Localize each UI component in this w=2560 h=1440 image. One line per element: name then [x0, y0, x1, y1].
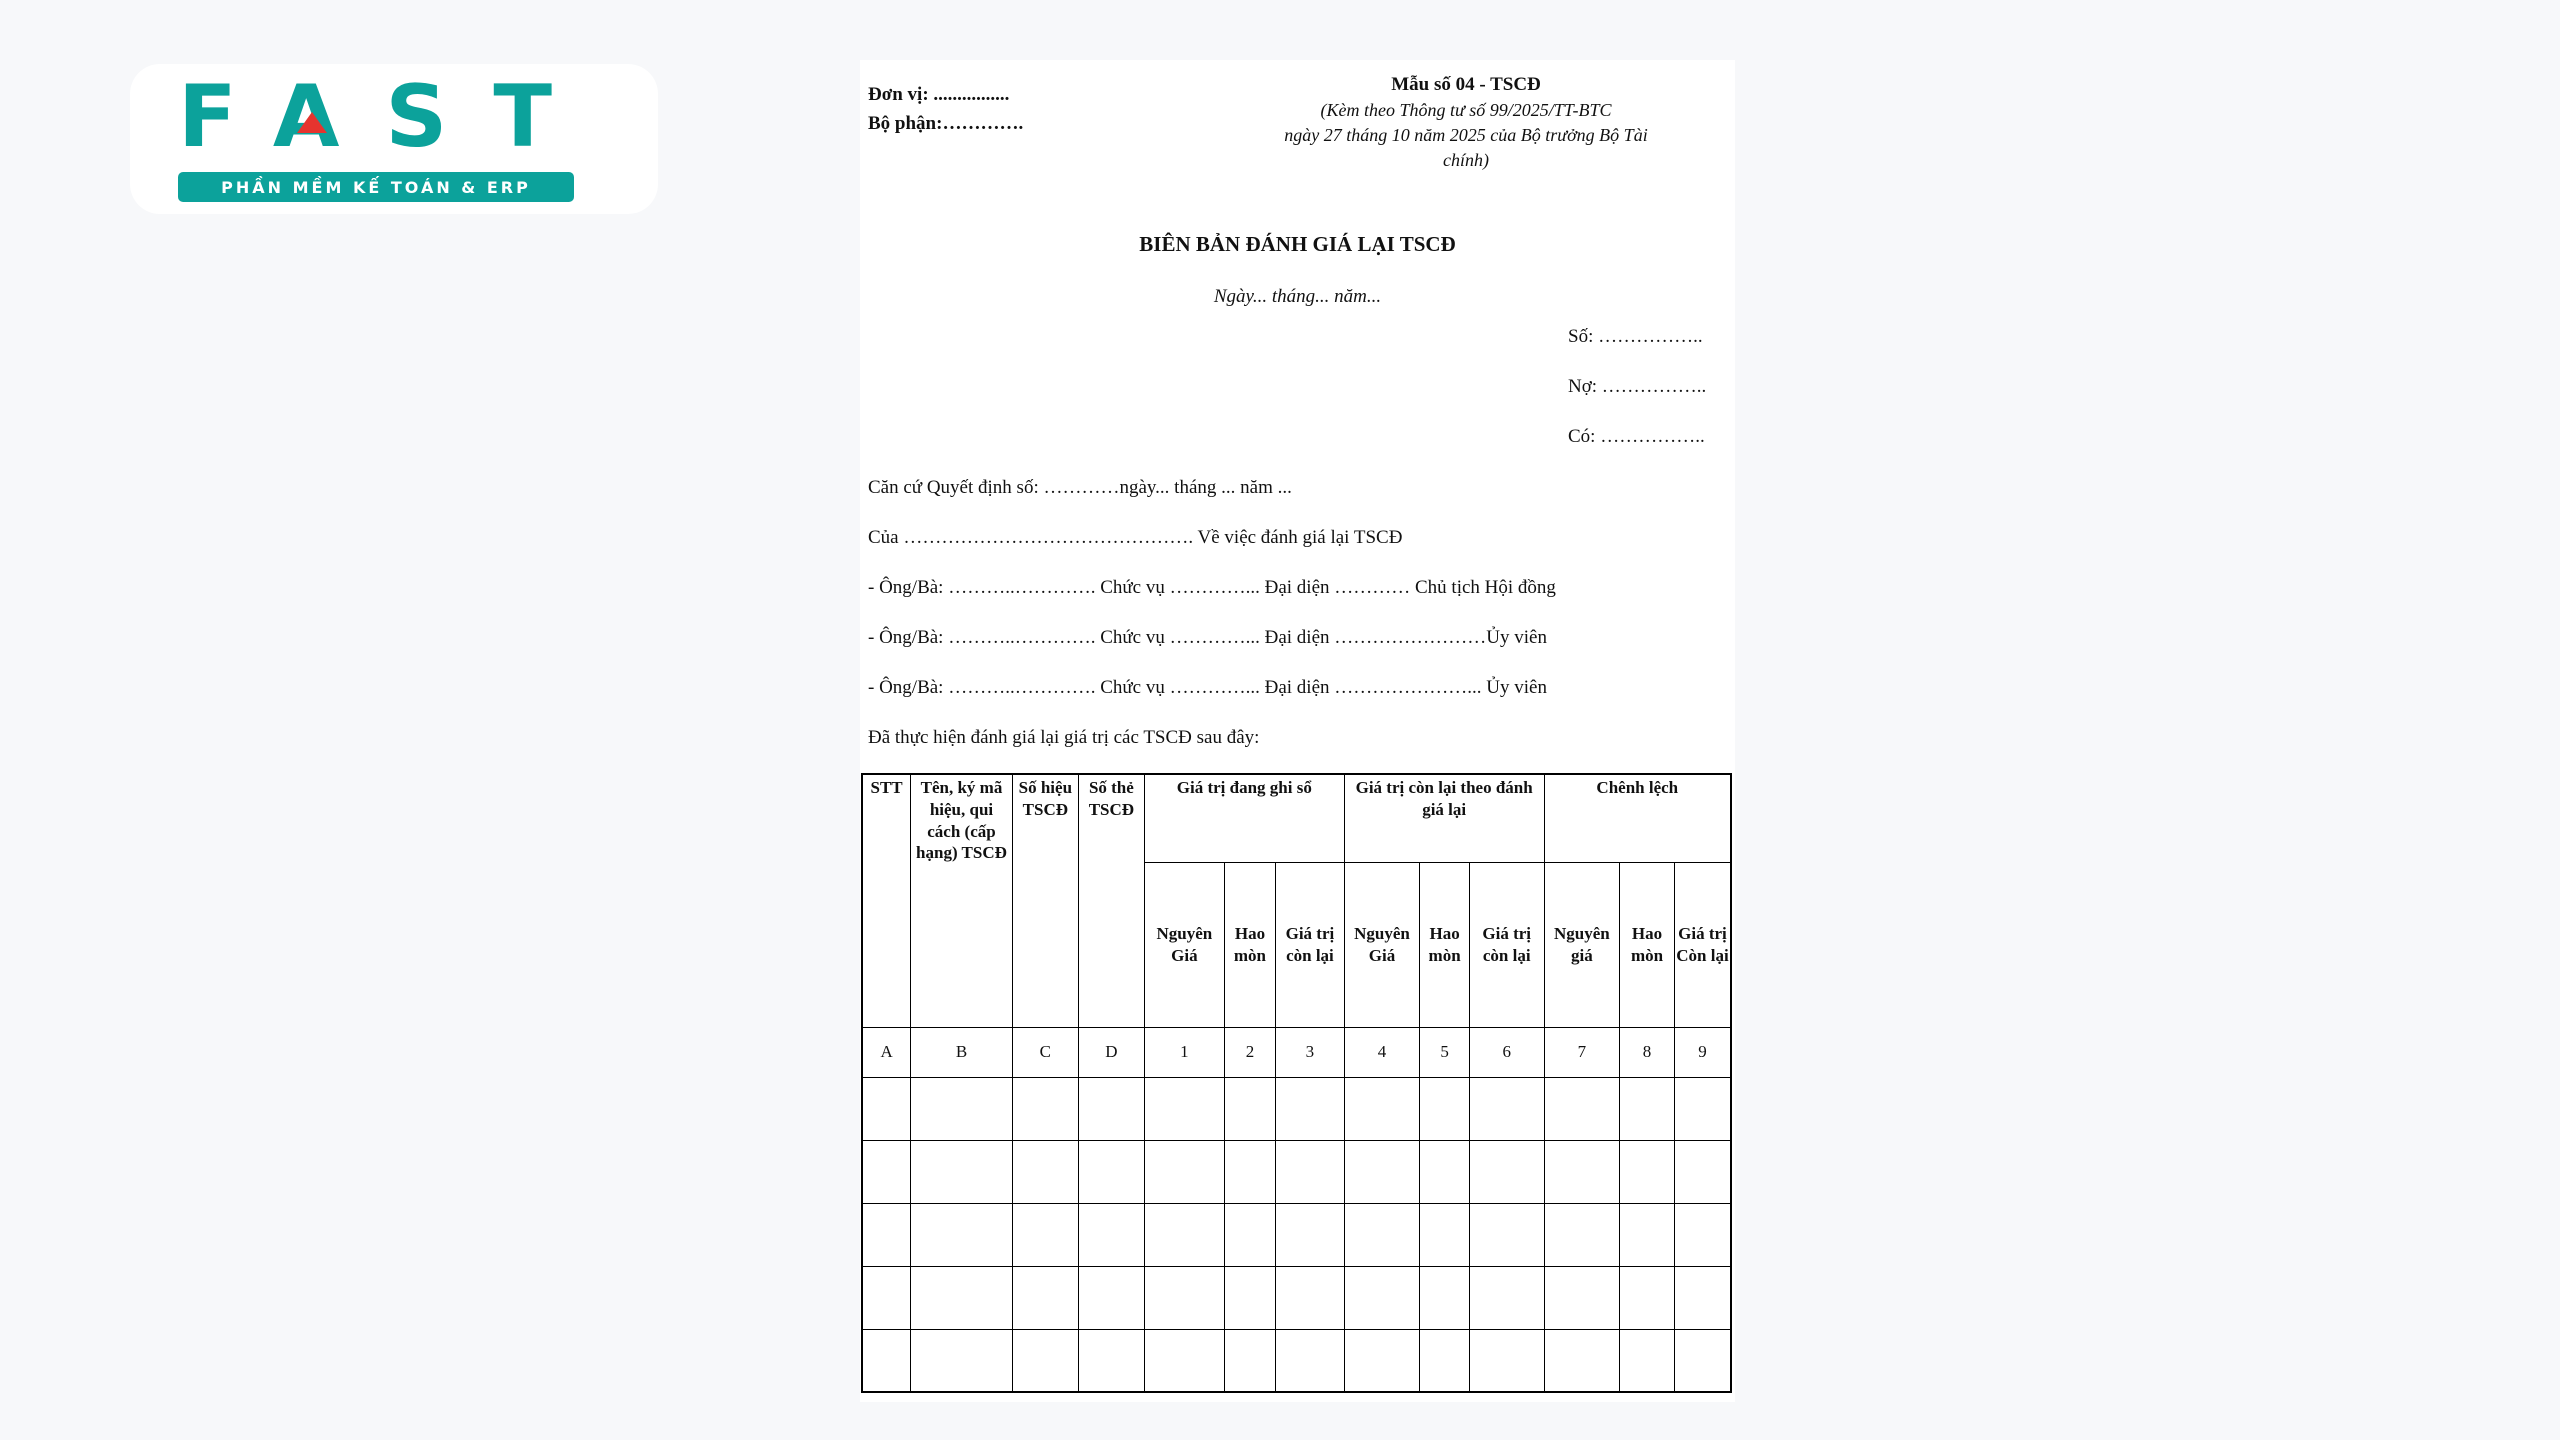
empty-data-cell [1224, 1266, 1275, 1329]
empty-data-cell [1469, 1203, 1544, 1266]
empty-data-cell [1620, 1077, 1675, 1140]
col-header-asset-name: Tên, ký mã hiệu, qui cách (cấp hạng) TSCĐ [911, 774, 1013, 1027]
document-title: BIÊN BẢN ĐÁNH GIÁ LẠI TSCĐ [1139, 232, 1456, 256]
code-cell-8: 8 [1620, 1027, 1675, 1077]
empty-data-cell [1620, 1203, 1675, 1266]
fast-logo-wordmark: FAST [178, 67, 599, 167]
ledger-no-line: Nợ: …………….. [1568, 376, 1707, 397]
col-header-card-number: Số thẻ TSCĐ [1078, 774, 1144, 1027]
empty-data-cell [1469, 1140, 1544, 1203]
empty-data-cell [1344, 1203, 1420, 1266]
empty-data-row [862, 1077, 1731, 1140]
empty-data-cell [1420, 1329, 1470, 1392]
sub-header-nguyen-gia-2: Nguyên Giá [1344, 862, 1420, 1027]
asset-revaluation-table [861, 773, 1732, 1393]
document-header-left [868, 80, 1023, 138]
empty-data-cell [1420, 1077, 1470, 1140]
sub-header-gia-tri-con-lai-1: Giá trị còn lại [1276, 862, 1345, 1027]
unit-line: Đơn vị: ................ [868, 84, 1010, 105]
empty-data-cell [1420, 1266, 1470, 1329]
table-header-row-groups [862, 774, 1731, 862]
empty-data-cell [1674, 1140, 1731, 1203]
form-note-line-3: chính) [1443, 150, 1489, 170]
code-cell-a: A [862, 1027, 911, 1077]
form-note-line-2: ngày 27 tháng 10 năm 2025 của Bộ trưởng Bộ Tài [1284, 125, 1648, 145]
empty-data-cell [1469, 1266, 1544, 1329]
code-cell-7: 7 [1544, 1027, 1620, 1077]
empty-data-cell [1620, 1329, 1675, 1392]
document-body [868, 463, 1728, 763]
empty-data-cell [862, 1077, 911, 1140]
empty-data-cell [1344, 1266, 1420, 1329]
sub-header-hao-mon-3: Hao mòn [1620, 862, 1675, 1027]
document-header-right [1230, 72, 1702, 173]
empty-data-cell [911, 1203, 1013, 1266]
empty-data-cell [1469, 1077, 1544, 1140]
fast-logo [130, 64, 658, 214]
code-cell-5: 5 [1420, 1027, 1470, 1077]
empty-data-cell [1276, 1077, 1345, 1140]
empty-data-cell [1620, 1140, 1675, 1203]
empty-data-row [862, 1140, 1731, 1203]
col-header-stt: STT [862, 774, 911, 1027]
document-page [860, 60, 1735, 1402]
empty-data-row [862, 1203, 1731, 1266]
ledger-so-line: Số: …………….. [1568, 326, 1703, 347]
empty-data-cell [1544, 1266, 1620, 1329]
empty-data-cell [1420, 1140, 1470, 1203]
empty-data-cell [862, 1329, 911, 1392]
group-header-book-value: Giá trị đang ghi sổ [1144, 774, 1344, 862]
empty-data-cell [1224, 1077, 1275, 1140]
empty-data-cell [1078, 1203, 1144, 1266]
code-cell-c: C [1012, 1027, 1078, 1077]
empty-data-cell [1276, 1266, 1345, 1329]
code-cell-9: 9 [1674, 1027, 1731, 1077]
empty-data-row [862, 1329, 1731, 1392]
empty-data-cell [1078, 1077, 1144, 1140]
body-line-member-1: - Ông/Bà: ………..…………. Chức vụ …………... Đại diện ………… Chủ tịch Hội đồng [868, 577, 1556, 598]
body-line-cua: Của ………………………………………. Về việc đánh giá lại TSCĐ [868, 527, 1403, 548]
empty-data-cell [911, 1077, 1013, 1140]
empty-data-cell [1144, 1203, 1224, 1266]
body-line-can-cu: Căn cứ Quyết định số: …………ngày... tháng ... năm ... [868, 477, 1292, 498]
body-line-member-3: - Ông/Bà: ………..…………. Chức vụ …………... Đại diện …………………... Ủy viên [868, 677, 1547, 698]
empty-data-cell [1144, 1077, 1224, 1140]
empty-data-cell [1544, 1329, 1620, 1392]
logo-a-triangle-icon [297, 112, 327, 133]
body-line-member-2: - Ông/Bà: ………..…………. Chức vụ …………... Đại diện ……………………Ủy viên [868, 627, 1547, 648]
code-cell-d: D [1078, 1027, 1144, 1077]
empty-data-cell [1012, 1140, 1078, 1203]
empty-data-cell [1224, 1203, 1275, 1266]
empty-data-cell [1674, 1203, 1731, 1266]
empty-data-cell [862, 1140, 911, 1203]
code-cell-6: 6 [1469, 1027, 1544, 1077]
empty-data-cell [1078, 1140, 1144, 1203]
empty-data-cell [1224, 1329, 1275, 1392]
empty-data-cell [1012, 1266, 1078, 1329]
form-note-line-1: (Kèm theo Thông tư số 99/2025/TT-BTC [1320, 100, 1612, 120]
empty-data-cell [862, 1266, 911, 1329]
empty-data-cell [1469, 1329, 1544, 1392]
empty-data-cell [1344, 1140, 1420, 1203]
empty-data-cell [1012, 1203, 1078, 1266]
sub-header-gia-tri-con-lai-2: Giá trị còn lại [1469, 862, 1544, 1027]
empty-data-cell [1674, 1077, 1731, 1140]
ledger-block [1568, 312, 1706, 462]
empty-data-cell [1344, 1329, 1420, 1392]
empty-data-row [862, 1266, 1731, 1329]
empty-data-cell [1144, 1266, 1224, 1329]
empty-data-cell [1144, 1329, 1224, 1392]
code-cell-4: 4 [1344, 1027, 1420, 1077]
sub-header-gia-tri-con-lai-3: Giá trị Còn lại [1674, 862, 1731, 1027]
code-cell-1: 1 [1144, 1027, 1224, 1077]
sub-header-hao-mon-2: Hao mòn [1420, 862, 1470, 1027]
empty-data-cell [1544, 1140, 1620, 1203]
empty-data-cell [911, 1266, 1013, 1329]
code-cell-3: 3 [1276, 1027, 1345, 1077]
empty-data-cell [1224, 1140, 1275, 1203]
department-line: Bộ phận:…………. [868, 113, 1024, 134]
empty-data-cell [1276, 1140, 1345, 1203]
group-header-difference: Chênh lệch [1544, 774, 1731, 862]
empty-data-cell [862, 1203, 911, 1266]
empty-data-cell [1078, 1266, 1144, 1329]
empty-data-cell [911, 1140, 1013, 1203]
empty-data-cell [1078, 1329, 1144, 1392]
form-number: Mẫu số 04 - TSCĐ [1391, 74, 1541, 95]
empty-data-cell [1344, 1077, 1420, 1140]
empty-data-cell [1276, 1203, 1345, 1266]
table-code-row [862, 1027, 1731, 1077]
fast-logo-tagline: PHẦN MỀM KẾ TOÁN & ERP [178, 172, 574, 202]
col-header-asset-number: Số hiệu TSCĐ [1012, 774, 1078, 1027]
group-header-revalued: Giá trị còn lại theo đánh giá lại [1344, 774, 1544, 862]
sub-header-nguyen-gia-3: Nguyên giá [1544, 862, 1620, 1027]
sub-header-hao-mon-1: Hao mòn [1224, 862, 1275, 1027]
empty-data-cell [1012, 1329, 1078, 1392]
body-line-intro: Đã thực hiện đánh giá lại giá trị các TSCĐ sau đây: [868, 727, 1260, 748]
code-cell-b: B [911, 1027, 1013, 1077]
empty-data-cell [911, 1329, 1013, 1392]
document-date-line: Ngày... tháng... năm... [1213, 286, 1382, 307]
empty-data-cell [1544, 1077, 1620, 1140]
empty-data-cell [1674, 1266, 1731, 1329]
empty-data-cell [1544, 1203, 1620, 1266]
ledger-co-line: Có: …………….. [1568, 426, 1705, 447]
empty-data-cell [1620, 1266, 1675, 1329]
code-cell-2: 2 [1224, 1027, 1275, 1077]
empty-data-cell [1276, 1329, 1345, 1392]
empty-data-cell [1420, 1203, 1470, 1266]
empty-data-cell [1012, 1077, 1078, 1140]
empty-data-cell [1674, 1329, 1731, 1392]
sub-header-nguyen-gia-1: Nguyên Giá [1144, 862, 1224, 1027]
empty-data-cell [1144, 1140, 1224, 1203]
